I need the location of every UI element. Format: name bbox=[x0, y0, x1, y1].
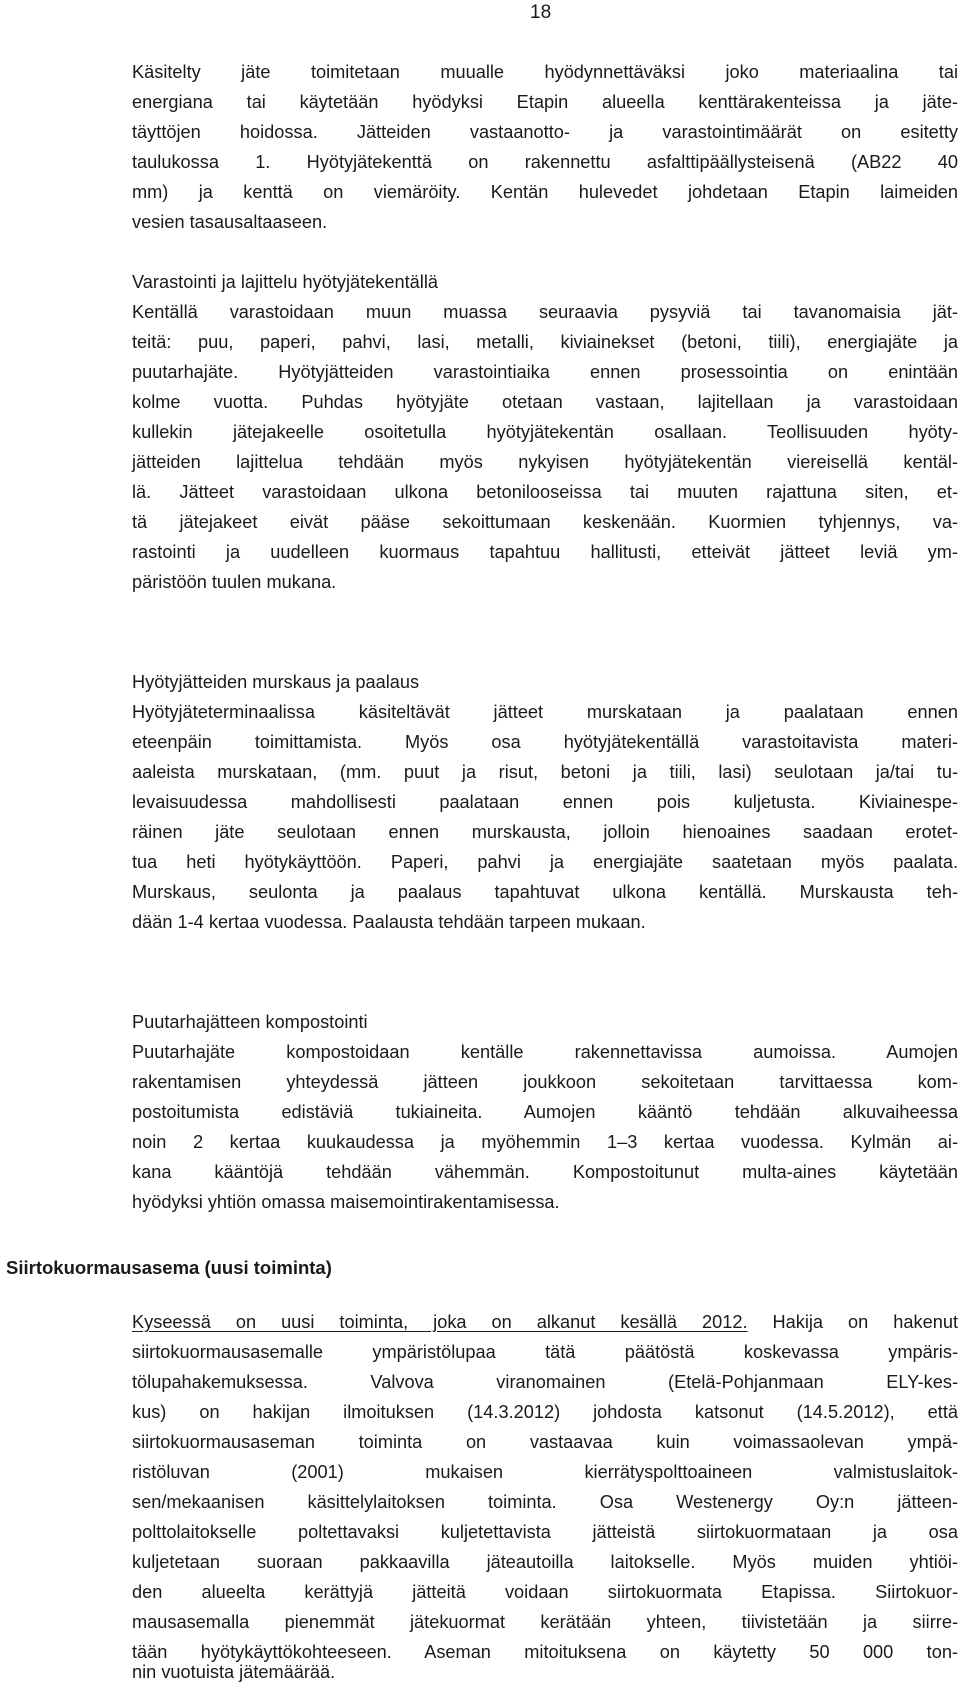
text-line: eteenpäin toimittamista. Myös osa hyötyjätekentällä varastoitavista materi- bbox=[132, 732, 958, 752]
text-line: Murskaus, seulonta ja paalaus tapahtuvat ulkona kentällä. Murskausta teh- bbox=[132, 882, 958, 902]
text-line: Kentällä varastoidaan muun muassa seuraavia pysyviä tai tavanomaisia jät- bbox=[132, 302, 958, 322]
text-line: tölupahakemuksessa. Valvova viranomainen (Etelä-Pohjanmaan ELY-kes- bbox=[132, 1372, 958, 1392]
text-line: Käsitelty jäte toimitetaan muualle hyödynnettäväksi joko materiaalina tai bbox=[132, 62, 958, 82]
text-line: ristöluvan (2001) mukaisen kierrätyspolttoaineen valmistuslaitok- bbox=[132, 1462, 958, 1482]
text-line bbox=[132, 1307, 958, 1337]
text-line: levaisuudessa mahdollisesti paalataan ennen pois kuljetusta. Kiviainespe- bbox=[132, 792, 958, 812]
text-line: kus) on hakijan ilmoituksen (14.3.2012) johdosta katsonut (14.5.2012), että bbox=[132, 1402, 958, 1422]
text-line: Hyötyjäteterminaalissa käsiteltävät jätteet murskataan ja paalataan ennen bbox=[132, 702, 958, 722]
text-line: päristöön tuulen mukana. bbox=[132, 572, 337, 592]
text-line: dään 1-4 kertaa vuodessa. Paalausta tehdään tarpeen mukaan. bbox=[132, 912, 646, 932]
text-line: mausasemalla pienemmät jätekuormat kerätään yhteen, tiivistetään ja siirre- bbox=[132, 1612, 958, 1632]
text-line: noin 2 kertaa kuukaudessa ja myöhemmin 1–3 kertaa vuodessa. Kylmän ai- bbox=[132, 1132, 958, 1152]
text-line: polttolaitokselle poltettavaksi kuljetettavista jätteistä siirtokuormataan ja osa bbox=[132, 1522, 958, 1542]
text-line: taulukossa 1. Hyötyjätekenttä on rakennettu asfalttipäällysteisenä (AB22 40 bbox=[132, 152, 958, 172]
text-line: vesien tasausaltaaseen. bbox=[132, 212, 328, 232]
text-line: teitä: puu, paperi, pahvi, lasi, metalli, kiviainekset (betoni, tiili), energiajäte ja bbox=[132, 332, 958, 352]
text-line: jätteiden lajittelua tehdään myös nykyisen hyötyjätekentän viereisellä kentäl- bbox=[132, 452, 958, 472]
text-line: kolme vuotta. Puhdas hyötyjäte otetaan vastaan, lajitellaan ja varastoidaan bbox=[132, 392, 958, 412]
text-line: siirtokuormausasemalle ympäristölupaa tätä päätöstä koskevassa ympäris- bbox=[132, 1342, 958, 1362]
text-line: postoitumista edistäviä tukiaineita. Aumojen kääntö tehdään alkuvaiheessa bbox=[132, 1102, 958, 1122]
text-line: puutarhajäte. Hyötyjätteiden varastointiaika ennen prosessointia on enintään bbox=[132, 362, 958, 382]
text-line: rastointi ja uudelleen kuormaus tapahtuu hallitusti, etteivät jätteet leviä ym- bbox=[132, 542, 958, 562]
text-span: Hakija on hakenut bbox=[747, 1312, 958, 1332]
text-line: räinen jäte seulotaan ennen murskausta, jolloin hienoaines saadaan erotet- bbox=[132, 822, 958, 842]
text-line: mm) ja kenttä on viemäröity. Kentän hulevedet johdetaan Etapin laimeiden bbox=[132, 182, 958, 202]
text-line: kuljetetaan suoraan pakkaavilla jäteautoilla laitokselle. Myös muiden yhtiöi- bbox=[132, 1552, 958, 1572]
text-line: siirtokuormausaseman toiminta on vastaavaa kuin voimassaolevan ympä- bbox=[132, 1432, 958, 1452]
text-line: kana kääntöjä tehdään vähemmän. Kompostoitunut multa-aines käytetään bbox=[132, 1162, 958, 1182]
text-line: täyttöjen hoidossa. Jätteiden vastaanotto- ja varastointimäärät on esitetty bbox=[132, 122, 958, 142]
text-line: sen/mekaanisen käsittelylaitoksen toiminta. Osa Westenergy Oy:n jätteen- bbox=[132, 1492, 958, 1512]
text-line: nin vuotuista jätemäärää. bbox=[132, 1662, 336, 1682]
text-line: tä jätejakeet eivät pääse sekoittumaan keskenään. Kuormien tyhjennys, va- bbox=[132, 512, 958, 532]
text-line: den alueelta kerättyjä jätteitä voidaan siirtokuormata Etapissa. Siirtokuor- bbox=[132, 1582, 958, 1602]
text-line: aaleista murskataan, (mm. puut ja risut, betoni ja tiili, lasi) seulotaan ja/tai tu- bbox=[132, 762, 958, 782]
page-number: 18 bbox=[530, 2, 552, 23]
underlined-text: Kyseessä on uusi toiminta, joka on alkanut kesällä 2012. bbox=[132, 1312, 748, 1332]
text-line: Puutarhajäte kompostoidaan kentälle rakennettavissa aumoissa. Aumojen bbox=[132, 1042, 958, 1062]
text-line: kullekin jätejakeelle osoitetulla hyötyjätekentän osallaan. Teollisuuden hyöty- bbox=[132, 422, 958, 442]
subsection-heading: Hyötyjätteiden murskaus ja paalaus bbox=[132, 672, 420, 692]
text-line: lä. Jätteet varastoidaan ulkona betonilooseissa tai muuten rajattuna siten, et- bbox=[132, 482, 958, 502]
subsection-heading: Varastointi ja lajittelu hyötyjätekentällä bbox=[132, 272, 438, 292]
text-line: rakentamisen yhteydessä jätteen joukkoon sekoitetaan tarvittaessa kom- bbox=[132, 1072, 958, 1092]
section-heading: Siirtokuormausasema (uusi toiminta) bbox=[6, 1257, 332, 1278]
subsection-heading: Puutarhajätteen kompostointi bbox=[132, 1012, 368, 1032]
text-line: tua heti hyötykäyttöön. Paperi, pahvi ja energiajäte saatetaan myös paalata. bbox=[132, 852, 958, 872]
text-line: energiana tai käytetään hyödyksi Etapin alueella kenttärakenteissa ja jäte- bbox=[132, 92, 958, 112]
text-line: hyödyksi yhtiön omassa maisemointirakentamisessa. bbox=[132, 1192, 560, 1212]
text-line: tään hyötykäyttökohteeseen. Aseman mitoituksena on käytetty 50 000 ton- bbox=[132, 1642, 958, 1662]
